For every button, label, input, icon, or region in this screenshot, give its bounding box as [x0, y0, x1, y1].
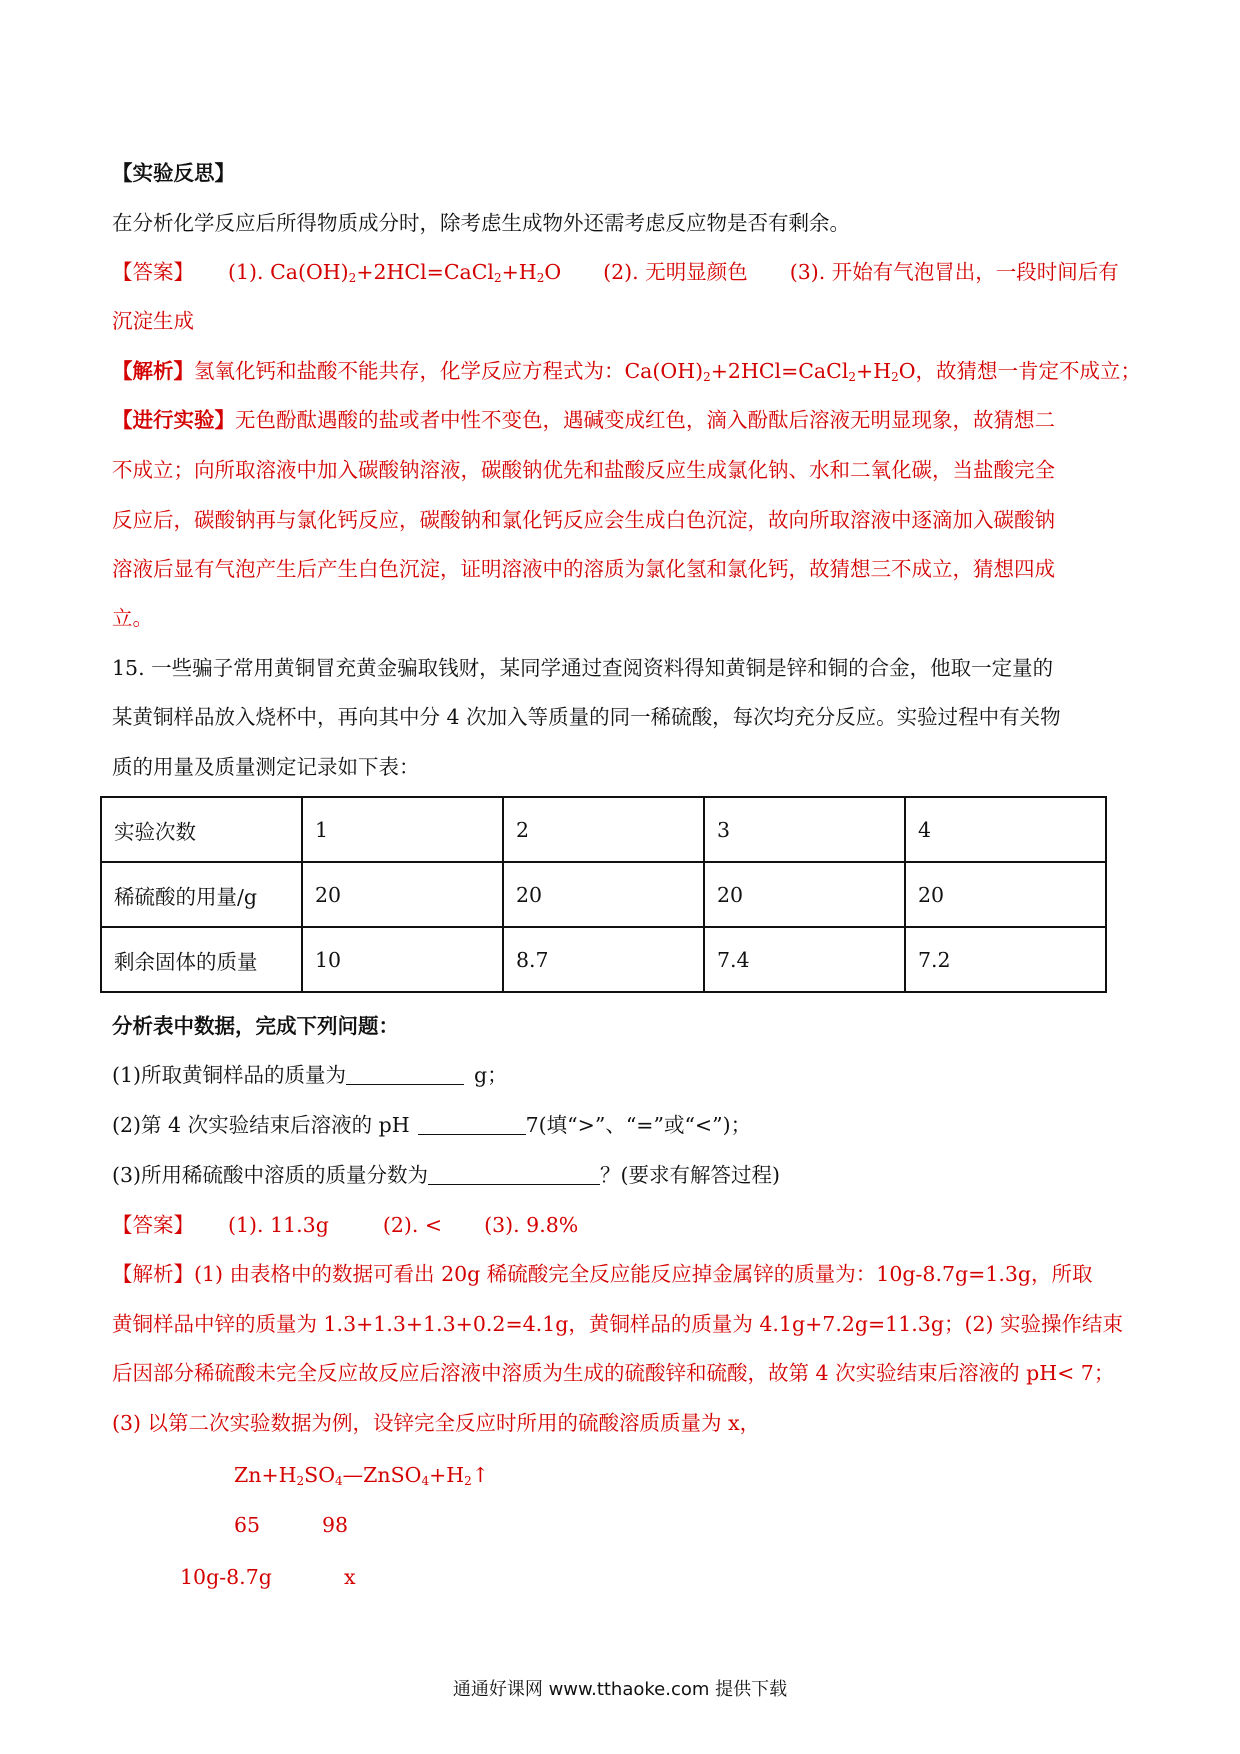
experiment-line-1: 【进行实验】无色酚酞遇酸的盐或者中性不变色，遇碱变成红色，滴入酚酞后溶液无明显现象，故猜想二	[112, 408, 1055, 432]
analysis-1-label: 【解析】	[112, 359, 194, 383]
answer-1-continuation: 沉淀生成	[112, 309, 194, 333]
table-cell: 20	[503, 862, 704, 927]
answer-1-label: 【答案】	[112, 260, 194, 284]
analysis-2-line-4: (3) 以第二次实验数据为例，设锌完全反应时所用的硫酸溶质质量为 x，	[112, 1411, 761, 1435]
question-15-line-2: 某黄铜样品放入烧杯中，再向其中分 4 次加入等质量的同一稀硫酸，每次均充分反应。实验过程中有关物	[112, 705, 1061, 729]
table-cell: 20	[302, 862, 503, 927]
table-cell: 10	[302, 927, 503, 992]
reflection-heading: 【实验反思】	[112, 161, 235, 185]
answer-2-line	[112, 1210, 578, 1240]
equation-row-2-left: 65	[234, 1513, 261, 1537]
experiment-line-4: 溶液后显有气泡产生后产生白色沉淀，证明溶液中的溶质为氯化氢和氯化钙，故猜想三不成立，猜想四成	[112, 557, 1055, 581]
answer-blank-2	[418, 1112, 526, 1135]
experiment-line-5: 立。	[112, 606, 153, 630]
answer-1-part-2: (2). 无明显颜色	[603, 260, 748, 284]
question-2: (2)第 4 次实验结束后溶液的 pH 7(填“>”、“=”或“<”)；	[112, 1113, 752, 1137]
table-cell: 1	[302, 797, 503, 862]
equation-row-2-right: 98	[322, 1513, 349, 1537]
table-cell: 剩余固体的质量	[101, 927, 302, 992]
questions-heading: 分析表中数据，完成下列问题：	[112, 1014, 399, 1038]
chemical-equation: $Zn+H_2SO_4—ZnSO_4+H_2↑$	[234, 1463, 489, 1488]
analysis-1-line: 【解析】氢氧化钙和盐酸不能共存，化学反应方程式为：$Ca(OH)_2+2HCl=CaCl_2+H_2O$，故猜想一肯定不成立；	[112, 359, 1142, 384]
table-row	[101, 862, 1106, 927]
table-row	[101, 927, 1106, 992]
answer-2-label: 【答案】	[112, 1213, 194, 1237]
table-cell: 7.4	[704, 927, 905, 992]
question-3: (3)所用稀硫酸中溶质的质量分数为 ？(要求有解答过程)	[112, 1163, 781, 1187]
data-table	[100, 796, 1107, 993]
analysis-2-line-2: 黄铜样品中锌的质量为 1.3+1.3+1.3+0.2=4.1g，黄铜样品的质量为 4.1g+7.2g=11.3g；(2) 实验操作结束	[112, 1312, 1123, 1336]
analysis-2-line-1: 【解析】(1) 由表格中的数据可看出 20g 稀硫酸完全反应能反应掉金属锌的质量为：10g-8.7g=1.3g，所取	[112, 1262, 1093, 1286]
question-15-line-1: 15. 一些骗子常用黄铜冒充黄金骗取钱财，某同学通过查阅资料得知黄铜是锌和铜的合金，他取一定量的	[112, 656, 1054, 680]
equation-row-3-right: x	[344, 1565, 356, 1589]
table-cell: 4	[905, 797, 1106, 862]
table-row	[101, 797, 1106, 862]
table-cell: 2	[503, 797, 704, 862]
table-cell: 7.2	[905, 927, 1106, 992]
equation-row-3-left: 10g-8.7g	[180, 1565, 272, 1589]
table-cell: 稀硫酸的用量/g	[101, 862, 302, 927]
answer-blank-1	[346, 1062, 464, 1085]
question-15-line-3: 质的用量及质量测定记录如下表：	[112, 755, 420, 779]
table-cell: 20	[704, 862, 905, 927]
experiment-line-3: 反应后，碳酸钠再与氯化钙反应，碳酸钠和氯化钙反应会生成白色沉淀，故向所取溶液中逐滴加入碳酸钠	[112, 508, 1055, 532]
experiment-label: 【进行实验】	[112, 408, 235, 432]
table-cell: 20	[905, 862, 1106, 927]
reflection-text: 在分析化学反应后所得物质成分时，除考虑生成物外还需考虑反应物是否有剩余。	[112, 211, 850, 235]
table-cell: 8.7	[503, 927, 704, 992]
answer-blank-3	[428, 1162, 600, 1185]
answer-2-part-2: (2). <	[382, 1213, 443, 1237]
answer-2-part-3: (3). 9.8%	[484, 1213, 579, 1237]
table-cell: 实验次数	[101, 797, 302, 862]
answer-1-part-3: (3). 开始有气泡冒出，一段时间后有	[789, 260, 1119, 284]
page-footer: 通通好课网 www.tthaoke.com 提供下载	[452, 1679, 788, 1700]
answer-2-part-1: (1). 11.3g	[228, 1213, 329, 1237]
analysis-2-label: 【解析】	[112, 1262, 194, 1286]
answer-1-line	[112, 257, 1119, 293]
answer-1-part-1: (1). $Ca(OH)_2+2HCl=CaCl_2+H_2O$	[228, 260, 562, 285]
question-1: (1)所取黄铜样品的质量为 g；	[112, 1063, 508, 1087]
table-cell: 3	[704, 797, 905, 862]
experiment-line-2: 不成立；向所取溶液中加入碳酸钠溶液，碳酸钠优先和盐酸反应生成氯化钠、水和二氧化碳，当盐酸完全	[112, 458, 1055, 482]
analysis-2-line-3: 后因部分稀硫酸未完全反应故反应后溶液中溶质为生成的硫酸锌和硫酸，故第 4 次实验结束后溶液的 pH< 7；	[112, 1361, 1115, 1385]
